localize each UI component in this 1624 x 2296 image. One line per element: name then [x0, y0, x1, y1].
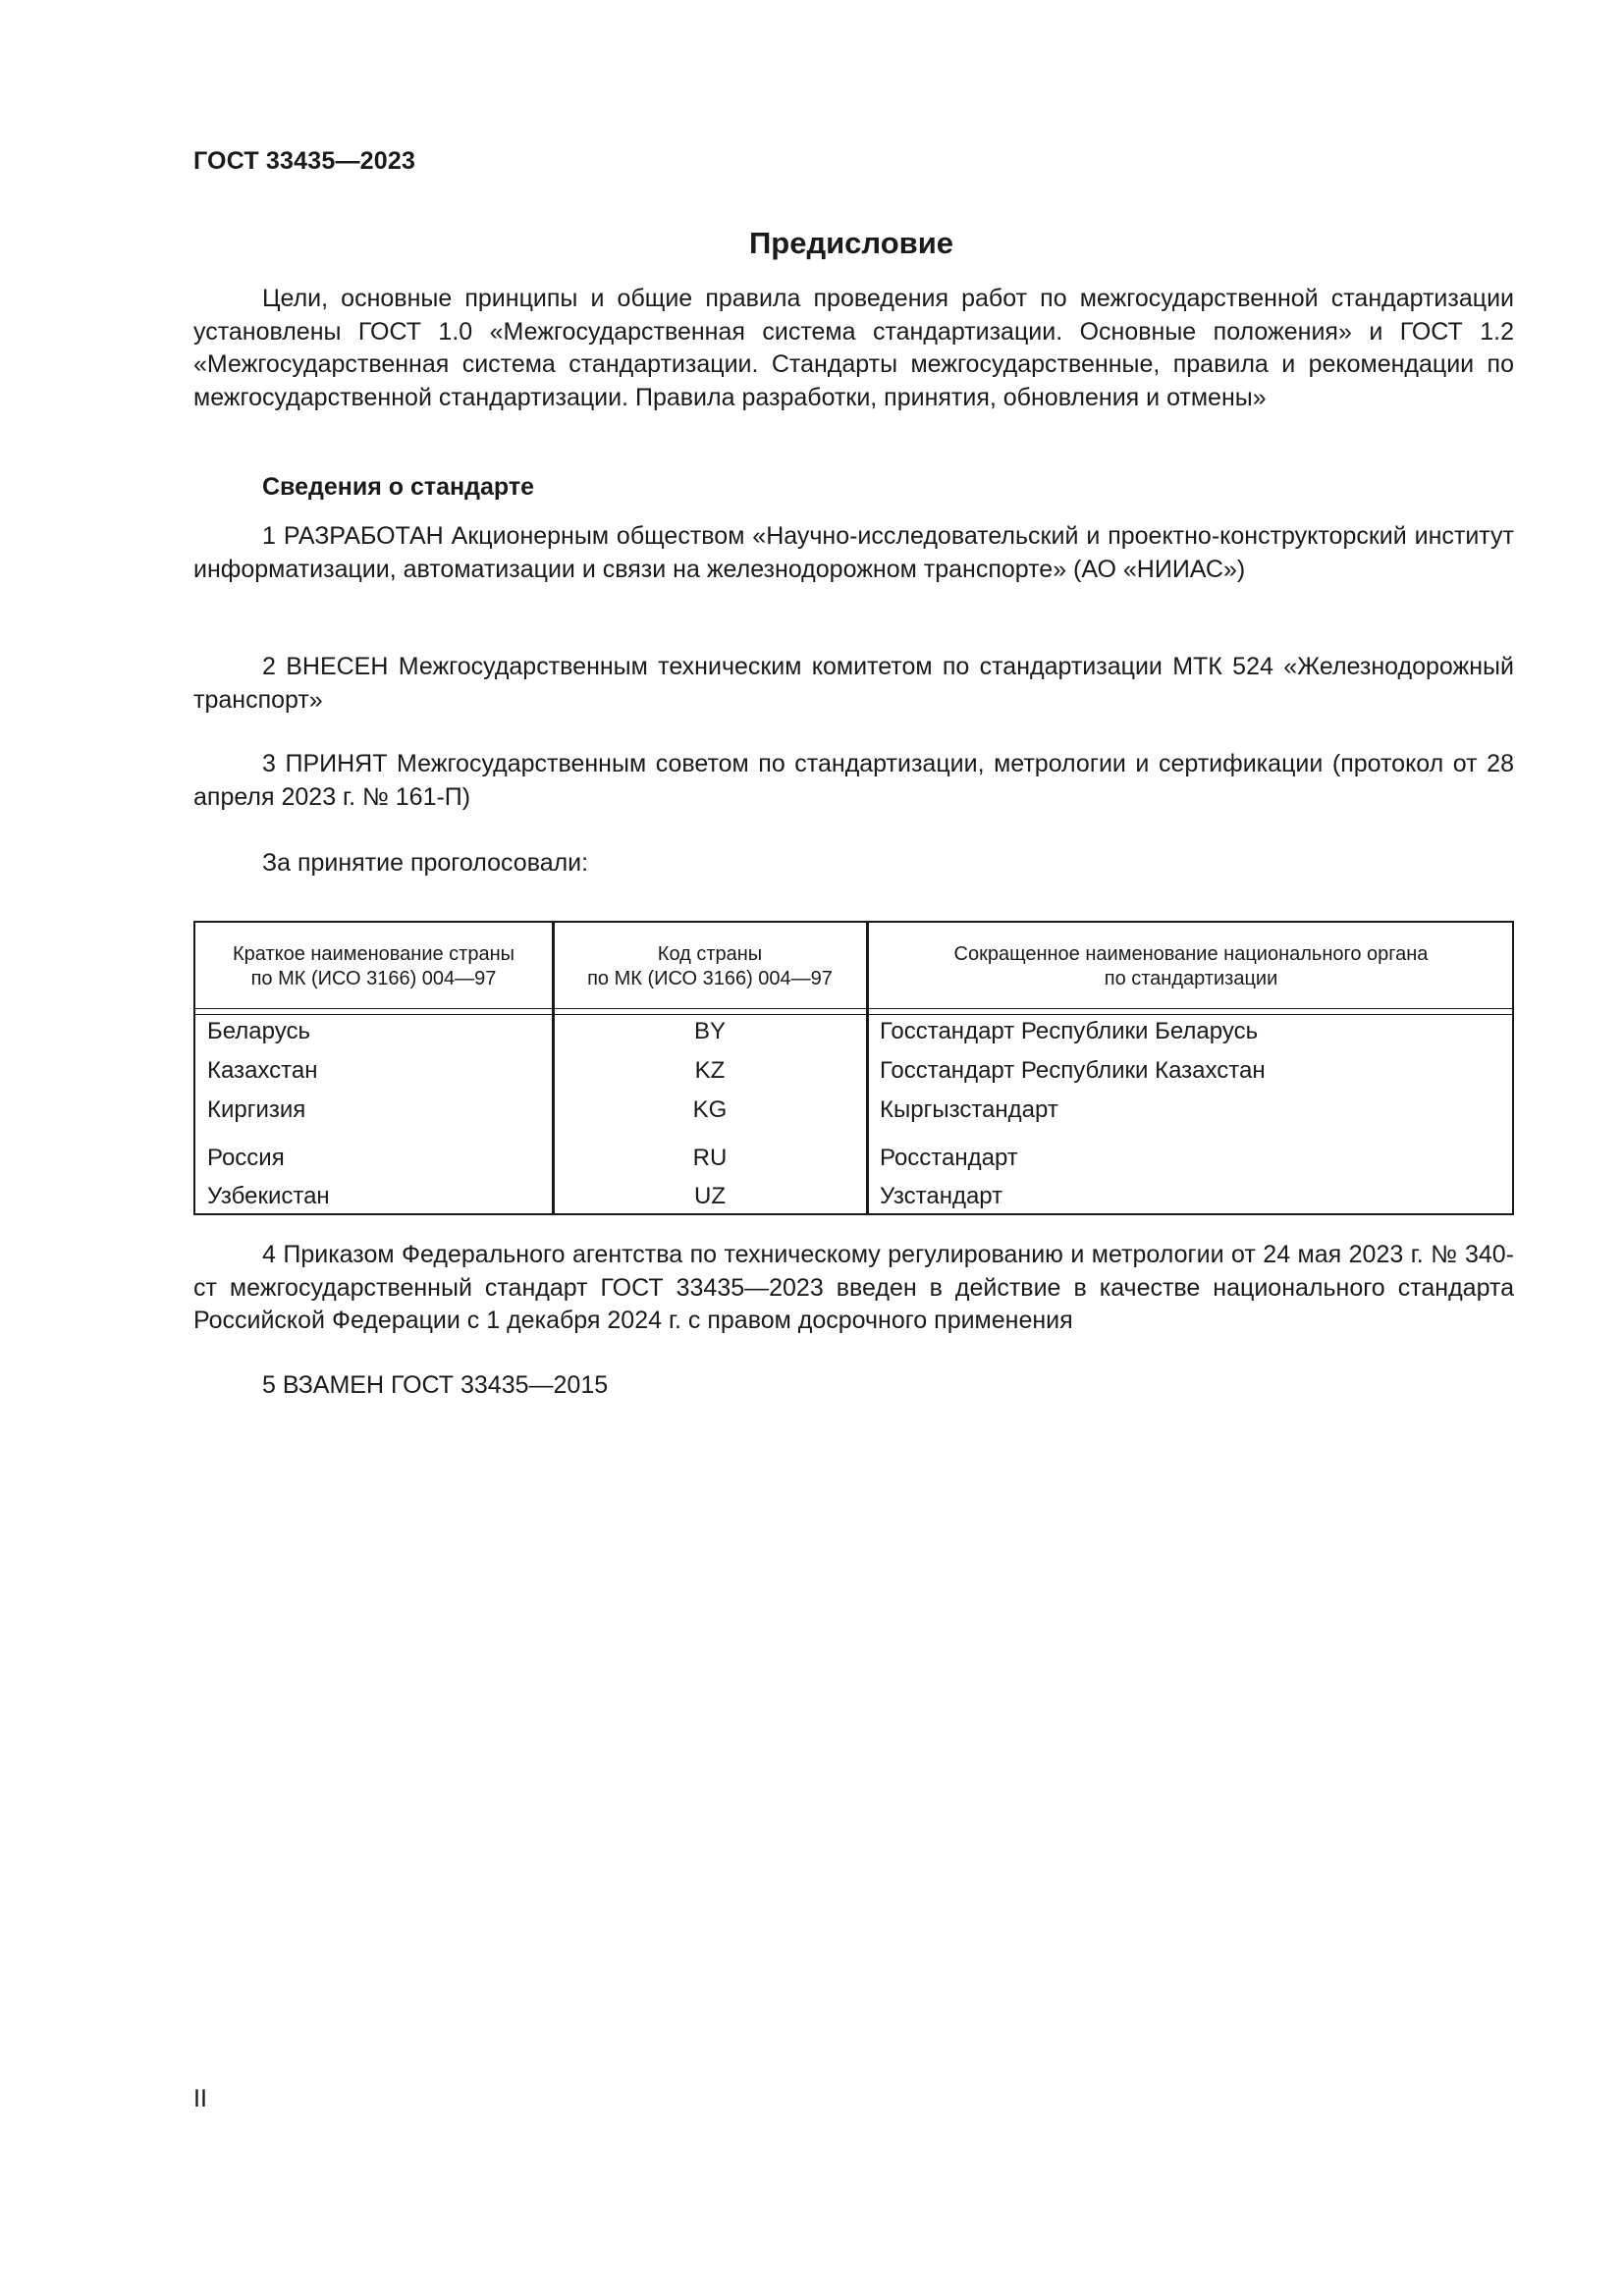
item-replaces: 5 ВЗАМЕН ГОСТ 33435—2015 [262, 1371, 609, 1399]
standard-info-heading: Сведения о стандарте [262, 473, 535, 501]
item-submitted: 2 ВНЕСЕН Межгосударственным техническим комитетом по стандартизации МТК 524 «Железнодорожный транспорт» [193, 653, 1514, 714]
table-row [195, 1014, 1511, 1049]
code-cell: KZ [694, 1057, 726, 1084]
code-cell: RU [692, 1145, 728, 1171]
code-cell: KG [692, 1096, 728, 1123]
table-row [195, 1093, 1511, 1128]
voting-table [193, 921, 1514, 1215]
item-developed: 1 РАЗРАБОТАН Акционерным обществом «Научно-исследовательский и проектно-конструкторский институт информатизации, автоматизации и связи на железнодорожном транспорте» (АО «НИИАС») [193, 522, 1514, 583]
table-header-code: Код страны по МК (ИСО 3166) 004—97 [587, 943, 833, 989]
country-cell: Казахстан [207, 1057, 318, 1084]
item-adopted: 3 ПРИНЯТ Межгосударственным советом по стандартизации, метрологии и сертификации (протокол от 28 апреля 2023 г. № 161-П) [193, 750, 1514, 811]
table-row [195, 1141, 1511, 1176]
table-row [195, 1053, 1511, 1089]
country-cell: Киргизия [207, 1096, 306, 1123]
country-cell: Беларусь [207, 1018, 310, 1044]
table-header-country: Краткое наименование страны по МК (ИСО 3166) 004—97 [232, 943, 515, 989]
item-enacted: 4 Приказом Федерального агентства по техническому регулированию и метрологии от 24 мая 2023 г. № 340-ст межгосударственный стандарт ГОСТ 33435—2023 введен в действие в качестве национального стандарта Российской Федерации с 1 декабря 2024 г. с правом досрочного применения [193, 1241, 1514, 1334]
vote-label: За принятие проголосовали: [262, 849, 589, 877]
table-row [195, 1179, 1511, 1214]
org-cell: Госстандарт Республики Казахстан [880, 1057, 1266, 1084]
page-title: Предисловие [748, 226, 953, 260]
code-cell: UZ [694, 1183, 726, 1209]
page-number: II [193, 2085, 207, 2112]
org-cell: Узстандарт [880, 1183, 1003, 1209]
code-cell: BY [693, 1018, 726, 1044]
org-cell: Госстандарт Республики Беларусь [880, 1018, 1259, 1044]
intro-paragraph: Цели, основные принципы и общие правила проведения работ по межгосударственной стандартизации установлены ГОСТ 1.0 «Межгосударственная система стандартизации. Основные положения» и ГОСТ 1.2 «Межгосударственная система стандартизации. Стандарты межгосударственные, правила и рекомендации по межгосударственной стандартизации. Правила разработки, принятия, обновления и отмены» [193, 285, 1514, 411]
document-code: ГОСТ 33435—2023 [193, 147, 416, 175]
country-cell: Узбекистан [207, 1183, 330, 1209]
org-cell: Кыргызстандарт [880, 1096, 1058, 1123]
country-cell: Россия [207, 1145, 285, 1171]
table-header-org: Сокращенное наименование национального органа по стандартизации [953, 943, 1429, 989]
org-cell: Росстандарт [880, 1145, 1018, 1171]
